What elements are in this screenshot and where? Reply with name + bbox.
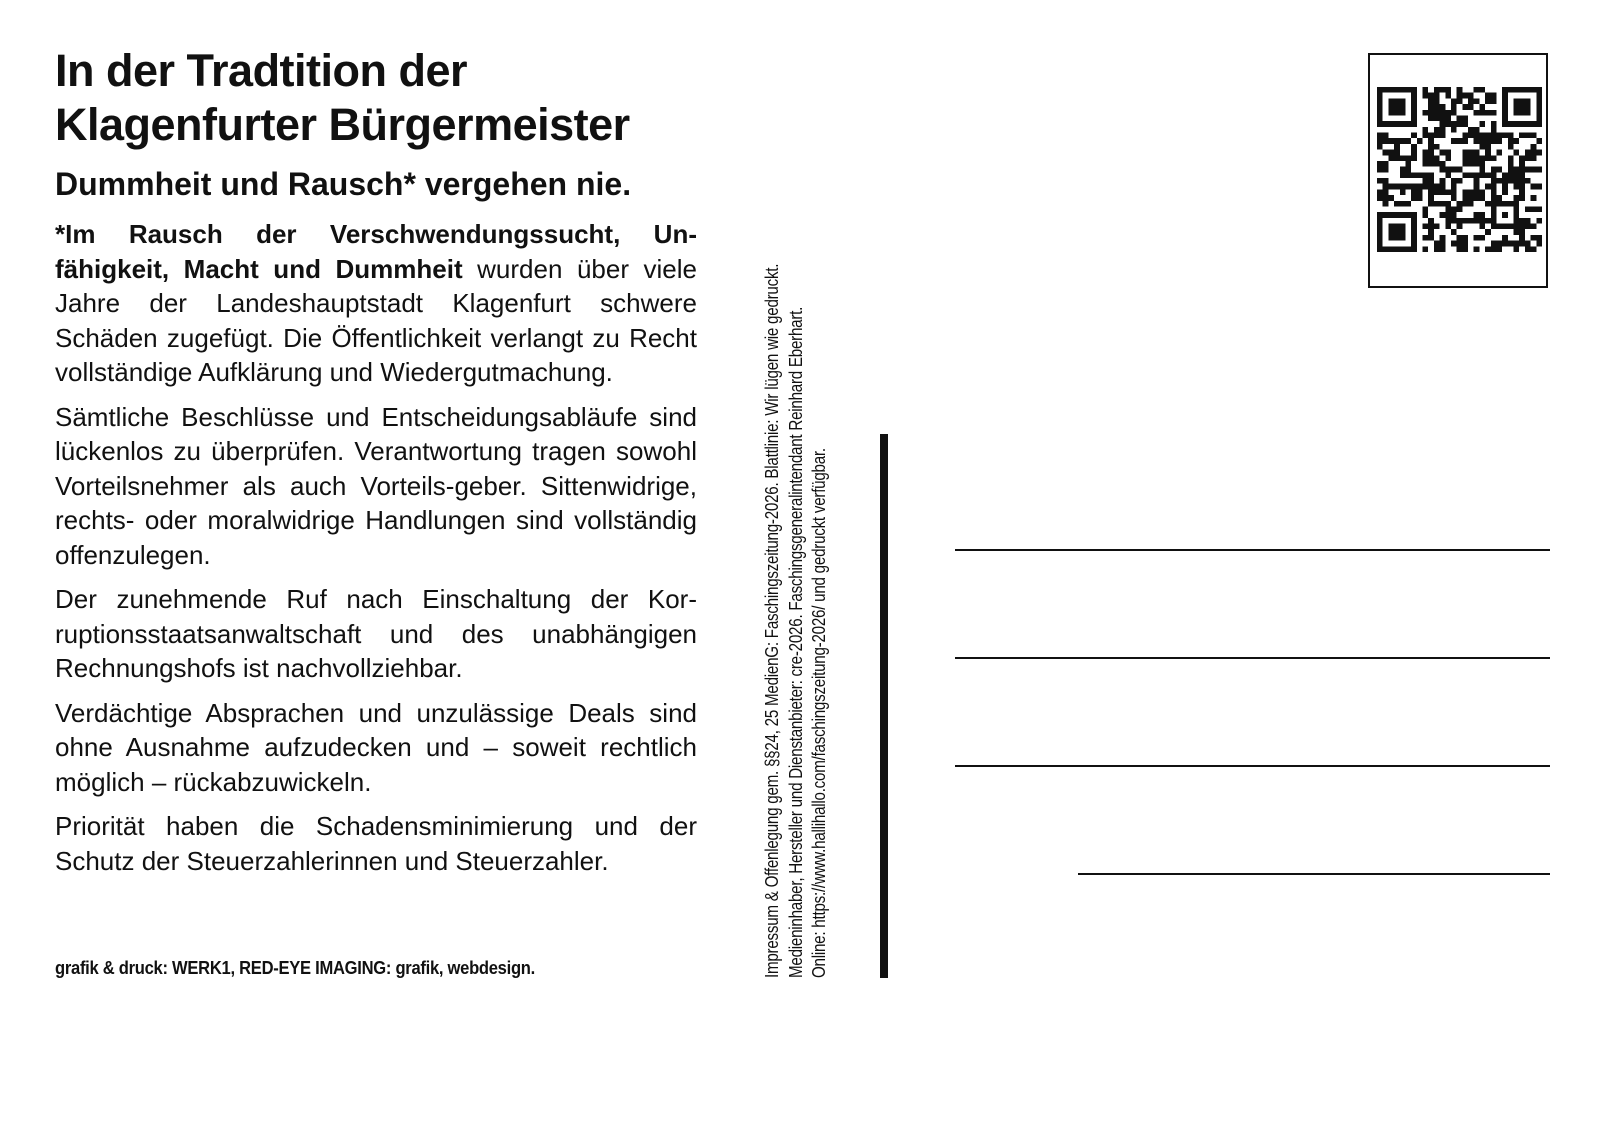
message-column [55,44,697,888]
paragraph-4: Verdächtige Absprachen und unzulässige Deals sind ohne Ausnahme aufzudecken und – soweit rechtlich möglich – rückabzuwickeln. [55,697,697,797]
imprint-line-3: Online: https://www.hallihallo.com/faschingszeitung-2026/ und gedruckt verfügbar. [808,448,829,978]
paragraph-3: Der zunehmende Ruf nach Einschaltung der Kor-ruptionsstaatsanwaltschaft und des unabhängigen Rechnungshofs ist nachvollziehbar. [55,584,697,683]
print-credits: grafik & druck: WERK1, RED-EYE IMAGING: grafik, webdesign. [55,958,535,978]
card-subtitle: Dummheit und Rausch* vergehen nie. [55,166,632,202]
paragraph-1-text: wurden über viele Jahre der Landeshauptstadt Klagenfurt schwere Schäden zugefügt. Die Öffentlichkeit verlangt zu Recht vollständige Aufklärung und Wiedergutmachung. [55,253,697,387]
paragraph-2: Sämtliche Beschlüsse und Entscheidungsabläufe sind lückenlos zu überprüfen. Verantwortung tragen sowohl Vorteilsnehmer als auch Vorteils-geber. Sittenwidrige, rechts- oder moralwidrige Handlungen sind vollständig offenzulegen. [55,401,697,570]
qr-code-icon[interactable] [1377,87,1542,252]
paragraph-1-bold-b: fähigkeit, Macht und Dummheit [55,253,463,284]
card-title-line-2: Klagenfurter Bürgermeister [55,99,630,150]
center-divider [880,434,888,978]
address-line-3 [955,765,1550,767]
stamp-box [1368,53,1548,288]
card-title [55,44,697,152]
imprint-block [760,58,831,978]
paragraph-1 [55,217,697,390]
address-line-2 [955,657,1550,659]
paragraph-5: Priorität haben die Schadensminimierung und der Schutz der Steuerzahlerinnen und Steuerzahler. [55,811,697,876]
card-title-line-1: In der Tradtition der [55,45,468,96]
address-line-1 [955,549,1550,551]
paragraph-1-bold-a: *Im Rausch der Verschwendungssucht, Un- [55,219,697,249]
imprint-line-1: Impressum & Offenlegung gem. §§24, 25 MedienG: Faschingszeitung-2026. Blattlinie: Wir lügen wie gedruckt. [761,263,782,978]
imprint-line-2: Medieninhaber, Hersteller und Dienstanbieter: cre-2026. Faschingsgeneralintendant Reinhard Eberhart. [784,306,806,978]
address-line-4 [1078,873,1550,875]
